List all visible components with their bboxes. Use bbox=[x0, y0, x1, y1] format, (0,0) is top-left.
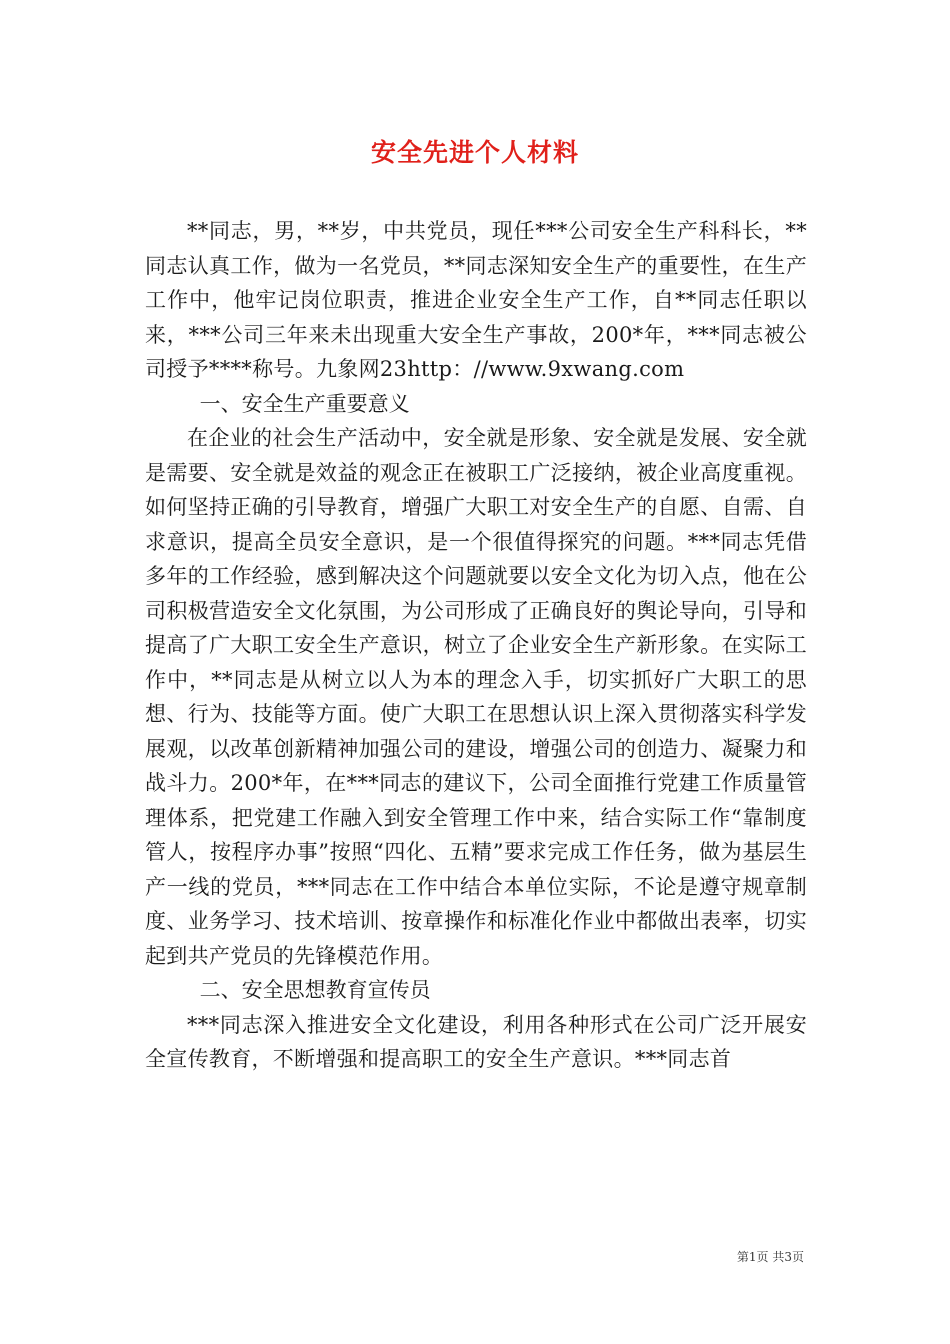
paragraph-section-1: 在企业的社会生产活动中，安全就是形象、安全就是发展、安全就是需要、安全就是效益的观念正在被职工广泛接纳，被企业高度重视。如何坚持正确的引导教育，增强广大职工对安全生产的自愿、自需、自求意识，提高全员安全意识，是一个很值得探究的问题。***同志凭借多年的工作经验，感到解决这个问题就要以安全文化为切入点，他在公司积极营造安全文化氛围，为公司形成了正确良好的舆论导向，引导和提高了广大职工安全生产意识，树立了企业安全生产新形象。在实际工作中，**同志是从树立以人为本的理念入手，切实抓好广大职工的思想、行为、技能等方面。使广大职工在思想认识上深入贯彻落实科学发展观，以改革创新精神加强公司的建设，增强公司的创造力、凝聚力和战斗力。200*年，在***同志的建议下，公司全面推行党建工作质量管理体系，把党建工作融入到安全管理工作中来，结合实际工作“靠制度管人，按程序办事”按照“四化、五精”要求完成工作任务，做为基层生产一线的党员，***同志在工作中结合本单位实际，不论是遵守规章制度、业务学习、技术培训、按章操作和标准化作业中都做出表率，切实起到共产党员的先锋模范作用。 bbox=[145, 426, 807, 968]
section-heading-2: 二、安全思想教育宣传员 bbox=[199, 978, 431, 1002]
footer-current-page: 1 bbox=[748, 1250, 757, 1264]
footer-suffix: 页 bbox=[791, 1250, 804, 1264]
footer-prefix: 第 bbox=[736, 1250, 749, 1264]
paragraph-intro: **同志，男，**岁，中共党员，现任***公司安全生产科科长，**同志认真工作，做为一名党员，**同志深知安全生产的重要性，在生产工作中，他牢记岗位职责，推进企业安全生产工作，自**同志任职以来，***公司三年来未出现重大安全生产事故，200*年，***同志被公司授予****称号。九象网23http：//www.9xwang.com bbox=[145, 219, 807, 381]
paragraph-section-2: ***同志深入推进安全文化建设，利用各种形式在公司广泛开展安全宣传教育，不断增强和提高职工的安全生产意识。***同志首 bbox=[145, 1012, 807, 1071]
document-title: 安全先进个人材料 bbox=[370, 138, 579, 167]
document-body bbox=[145, 214, 807, 1077]
page-number-footer bbox=[737, 1248, 804, 1265]
section-heading-1: 一、安全生产重要意义 bbox=[199, 391, 410, 416]
footer-middle: 页 共 bbox=[756, 1250, 785, 1264]
footer-total-pages: 3 bbox=[784, 1250, 792, 1264]
